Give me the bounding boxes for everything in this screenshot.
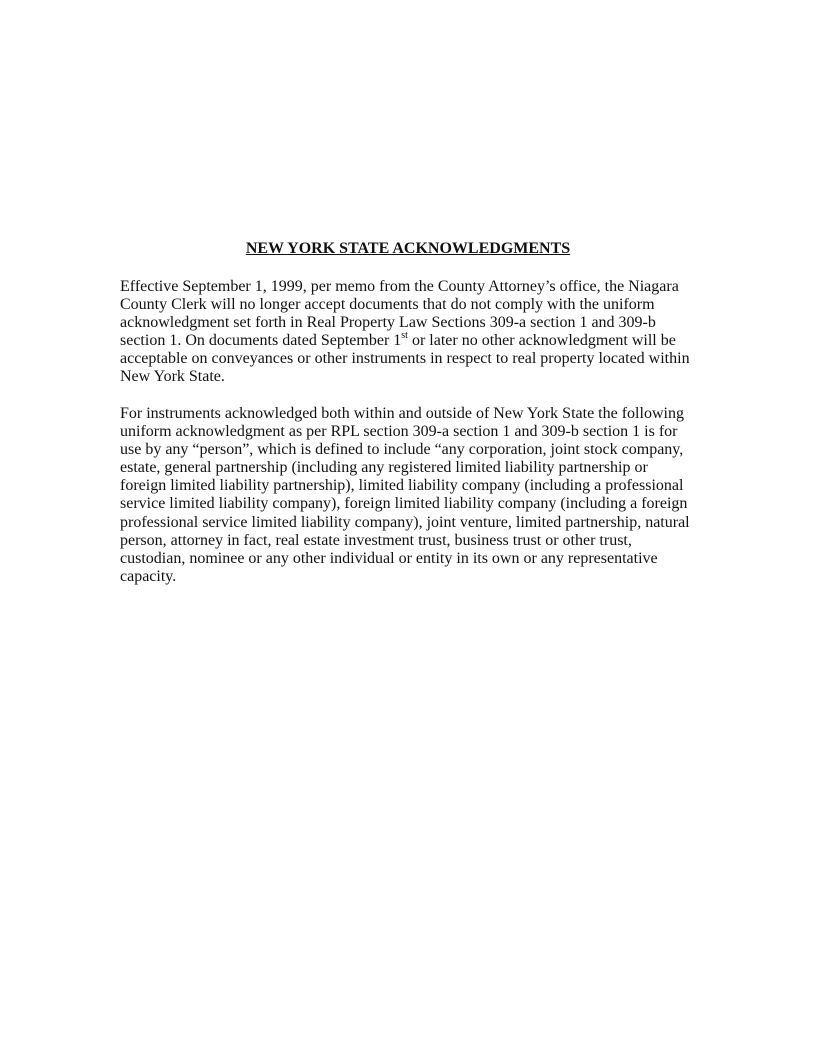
text-line: person, attorney in fact, real estate investment trust, business trust or other trust,	[120, 531, 632, 549]
text-line	[120, 332, 720, 350]
document-title: NEW YORK STATE ACKNOWLEDGMENTS	[245, 240, 571, 257]
text-segment: section 1. On documents dated September 1	[120, 332, 402, 350]
paragraph-person-definition	[120, 405, 720, 586]
text-line: service limited liability company), foreign limited liability company (including a foreign	[120, 495, 688, 513]
text-line: uniform acknowledgment as per RPL section 309-a section 1 and 309-b section 1 is for	[120, 423, 678, 441]
text-line: For instruments acknowledged both within and outside of New York State the following	[120, 405, 684, 422]
paragraph-effective-date	[120, 278, 720, 387]
text-line: professional service limited liability company), joint venture, limited partnership, natural	[120, 513, 690, 531]
text-line: estate, general partnership (including any registered limited liability partnership or	[120, 459, 648, 477]
text-line: capacity.	[120, 567, 177, 585]
text-line: County Clerk will no longer accept documents that do not comply with the uniform	[120, 296, 655, 314]
text-segment: or later no other acknowledgment will be	[407, 332, 676, 350]
text-line: custodian, nominee or any other individual or entity in its own or any representative	[120, 549, 658, 567]
text-line: Effective September 1, 1999, per memo from the County Attorney’s office, the Niagara	[120, 278, 679, 295]
text-line: New York State.	[120, 368, 225, 386]
ordinal-suffix: st	[401, 330, 408, 342]
text-line: use by any “person”, which is defined to include “any corporation, joint stock company,	[120, 441, 684, 459]
text-line: foreign limited liability partnership), limited liability company (including a professional	[120, 477, 684, 495]
text-line: acceptable on conveyances or other instruments in respect to real property located within	[120, 350, 690, 368]
text-line: acknowledgment set forth in Real Property Law Sections 309-a section 1 and 309-b	[120, 314, 656, 332]
